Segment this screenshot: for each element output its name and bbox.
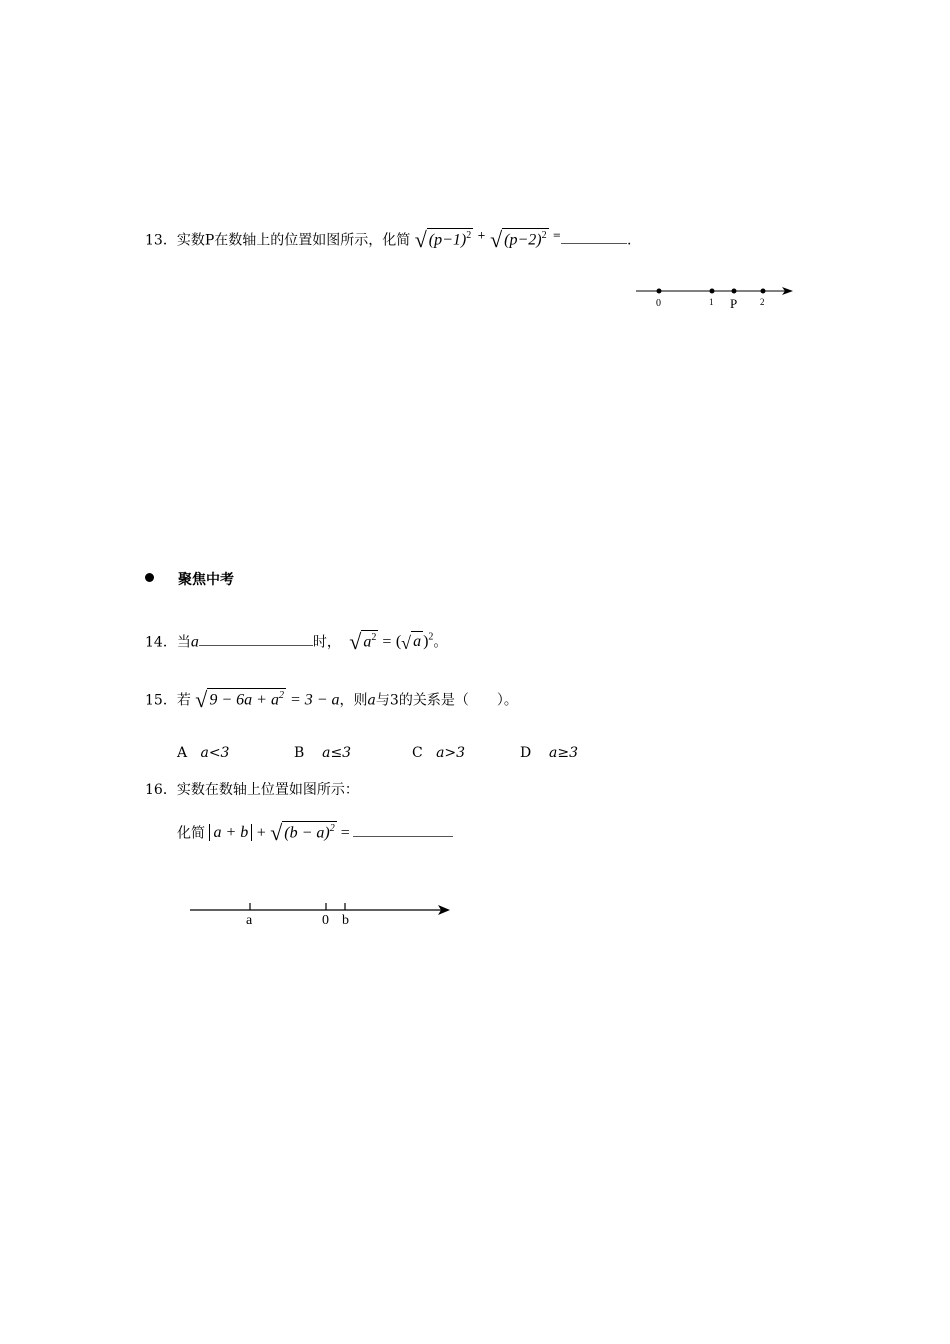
exponent: 2	[466, 230, 472, 241]
plus-sign: +	[256, 824, 266, 842]
paren-open: (	[395, 633, 402, 651]
radicand: (p−2)	[504, 231, 542, 249]
label-b: b	[342, 913, 349, 928]
radical-sign: √	[414, 227, 427, 253]
radical-expression-2	[490, 227, 553, 253]
label-0: 0	[656, 298, 661, 309]
option-c[interactable]	[412, 745, 465, 761]
question-15	[145, 688, 518, 711]
question-text: 实数在数轴上位置如图所示：	[176, 782, 359, 798]
question-13	[145, 228, 631, 251]
label-2: 2	[760, 297, 765, 307]
option-letter: B	[294, 745, 305, 761]
point-0	[657, 289, 662, 294]
question-16	[145, 779, 359, 799]
exponent: 2	[278, 690, 284, 701]
rhs-expression	[395, 632, 434, 654]
equals-sign: =	[552, 230, 561, 242]
radicand: a	[363, 633, 372, 651]
question-number: 14．	[145, 634, 177, 651]
question-number: 13．	[145, 232, 177, 249]
period: 。	[433, 634, 448, 651]
radical-sign: √	[349, 629, 362, 655]
radical-sign: √	[195, 687, 208, 713]
question-text: 若	[176, 692, 191, 709]
radical-expression-1	[414, 227, 478, 253]
question-text: 当	[176, 634, 191, 651]
variable: a	[367, 692, 376, 709]
option-letter: A	[177, 745, 188, 761]
option-a[interactable]	[177, 745, 229, 761]
option-letter: D	[520, 745, 532, 761]
radical-expression	[349, 629, 382, 655]
radical-expression	[270, 820, 341, 846]
bullet-icon	[145, 573, 154, 582]
plus-sign: +	[477, 230, 486, 242]
option-text: a<3	[200, 745, 230, 761]
label-a: a	[246, 913, 253, 928]
period: .	[627, 232, 632, 249]
option-letter: C	[412, 745, 423, 761]
paren-close: )	[423, 633, 429, 651]
option-d[interactable]	[520, 745, 578, 761]
equals-sign: =	[382, 633, 392, 651]
section-title: 聚焦中考	[178, 572, 234, 588]
radicand: (b − a)	[284, 824, 330, 842]
label-0: 0	[322, 913, 329, 928]
simplify-label: 化简	[177, 825, 205, 842]
label-p: P	[730, 296, 738, 311]
variable: a	[190, 633, 199, 651]
point-2	[761, 289, 766, 294]
number-line-q13	[630, 282, 800, 314]
radical-sign: √	[401, 633, 412, 654]
radicand: 9 − 6a + a	[209, 691, 279, 709]
option-b[interactable]	[294, 745, 351, 761]
rhs: = 3 − a	[289, 691, 340, 709]
answer-blank[interactable]	[199, 644, 313, 646]
radical-expression	[195, 687, 290, 713]
absolute-value	[209, 824, 252, 841]
radical-sign: √	[270, 820, 283, 846]
number-line-q16	[185, 898, 460, 932]
exponent: 2	[541, 230, 547, 241]
question-text-3: 与3的关系是（ ）。	[375, 692, 518, 709]
option-text: a>3	[436, 745, 466, 761]
abs-content: a + b	[213, 824, 249, 842]
question-text-2: ，则	[339, 692, 368, 709]
point-1	[710, 289, 715, 294]
point-p	[732, 289, 737, 294]
exponent: 2	[428, 632, 434, 643]
radical-sign: √	[490, 227, 503, 253]
question-number: 16．	[145, 782, 177, 798]
question-text-2: 时，	[312, 634, 341, 651]
question-text: 实数P在数轴上的位置如图所示，化简	[176, 232, 411, 249]
answer-blank[interactable]	[561, 242, 627, 244]
exponent: 2	[329, 823, 335, 834]
exponent: 2	[371, 632, 377, 643]
equals-sign: =	[340, 824, 350, 842]
option-text: a≥3	[549, 745, 579, 761]
question-number: 15．	[145, 692, 177, 709]
simplify-expression	[177, 821, 453, 844]
label-1: 1	[709, 297, 714, 307]
radicand: (p−1)	[428, 231, 467, 249]
option-text: a≤3	[322, 745, 352, 761]
answer-blank[interactable]	[353, 835, 453, 837]
question-14	[145, 630, 447, 653]
radicand: a	[413, 633, 422, 651]
